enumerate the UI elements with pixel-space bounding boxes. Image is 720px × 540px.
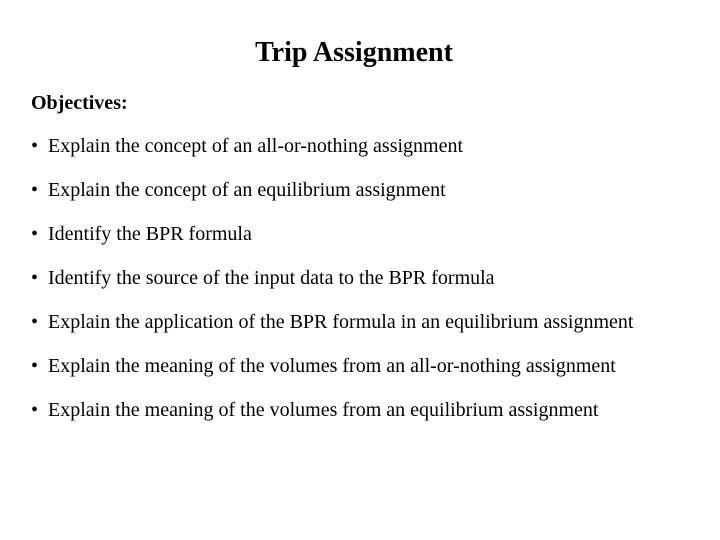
objective-item [31, 397, 671, 424]
objective-text: Explain the meaning of the volumes from an all-or-nothing assignment [48, 355, 616, 377]
bullet-icon: • [31, 311, 39, 333]
objective-item [31, 309, 671, 336]
bullet-icon: • [31, 355, 39, 377]
bullet-icon: • [31, 399, 39, 421]
slide-title: Trip Assignment [255, 37, 453, 68]
objective-text: Explain the application of the BPR formula in an equilibrium assignment [48, 311, 634, 333]
objective-item [31, 133, 671, 160]
objective-text: Explain the concept of an all-or-nothing assignment [48, 135, 464, 157]
objective-item [31, 177, 671, 204]
objective-text: Explain the meaning of the volumes from an equilibrium assignment [48, 399, 599, 421]
bullet-icon: • [31, 179, 39, 201]
objective-item [31, 353, 671, 380]
objective-item [31, 265, 671, 292]
objectives-list [31, 133, 671, 441]
bullet-icon: • [31, 223, 39, 245]
objective-text: Identify the source of the input data to the BPR formula [48, 267, 495, 289]
objective-item [31, 221, 671, 248]
objective-text: Identify the BPR formula [48, 223, 252, 245]
objectives-heading: Objectives: [31, 92, 128, 114]
bullet-icon: • [31, 267, 39, 289]
objective-text: Explain the concept of an equilibrium assignment [48, 179, 446, 201]
bullet-icon: • [31, 135, 39, 157]
